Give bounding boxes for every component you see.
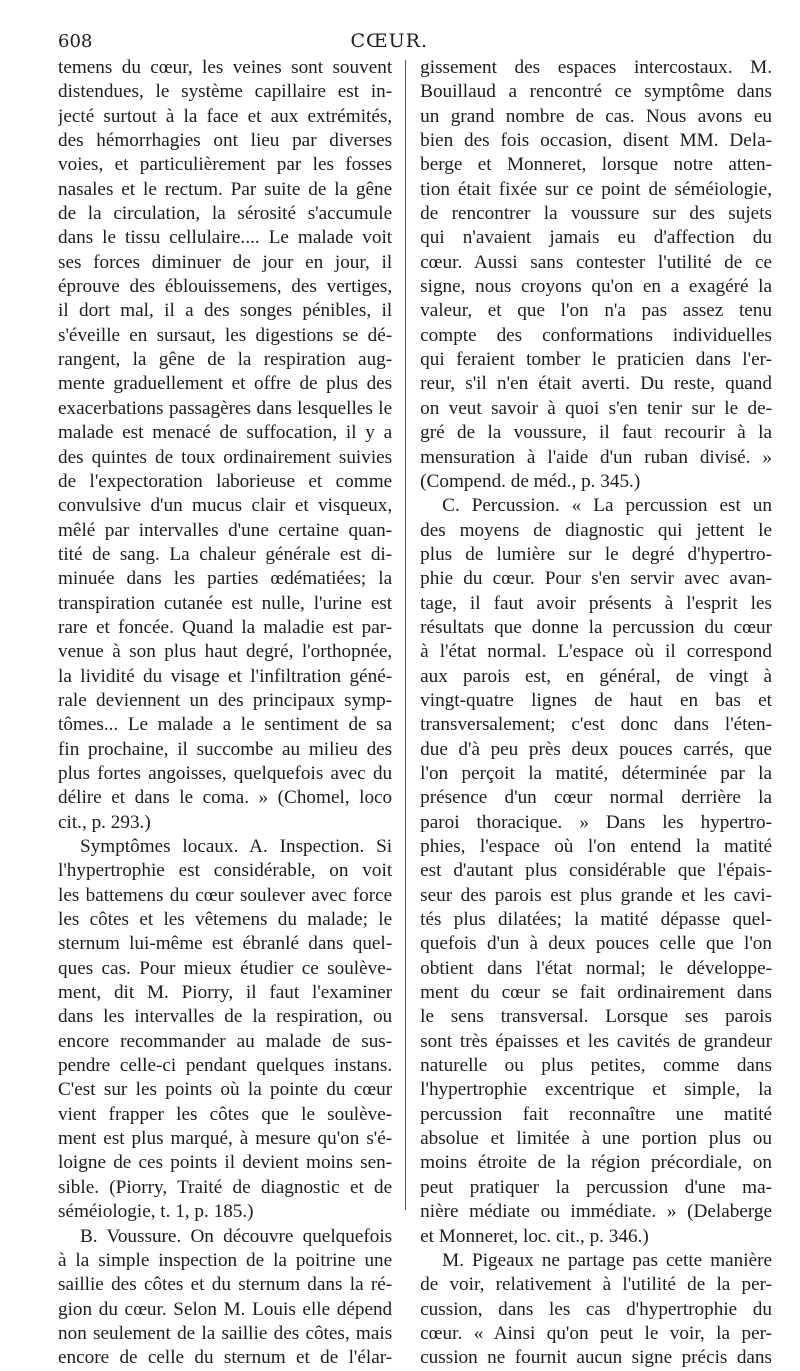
text-line: fin prochaine, il succombe au milieu des xyxy=(58,738,393,760)
text-line: valeur, et que l'on n'a pas assez tenu xyxy=(420,300,772,322)
text-line: M. Pigeaux ne partage pas cette manière xyxy=(442,1249,772,1271)
text-line: pendre celle-ci pendant quelques instans. xyxy=(58,1055,393,1077)
text-line: saillie des côtes et du sternum dans la ré- xyxy=(58,1274,393,1296)
text-line: gré de la voussure, il faut recourir à la xyxy=(420,422,772,444)
text-line: jecté surtout à la face et aux extrémités, xyxy=(58,105,393,127)
text-line: gion du cœur. Selon M. Louis elle dépend xyxy=(58,1298,393,1320)
page-header xyxy=(58,30,750,56)
text-line: dans les intervalles de la respiration, ou xyxy=(58,1006,393,1028)
text-line: on veut savoir à quoi s'en tenir sur le de- xyxy=(420,397,772,419)
text-line: ment du cœur se fait ordinairement dans xyxy=(420,982,772,1004)
text-line: bien des fois occasion, disent MM. Dela- xyxy=(420,130,772,152)
text-line: ques cas. Pour mieux étudier ce soulève- xyxy=(58,957,393,979)
text-line: mensuration à l'aide d'un ruban divisé. » xyxy=(420,446,772,468)
text-line: quefois d'un à deux pouces celle que l'on xyxy=(420,933,772,955)
text-line: la lividité du visage et l'infiltration géné- xyxy=(58,665,393,687)
text-line: moins étroite de la région précordiale, on xyxy=(420,1152,772,1174)
text-line: absolue et limitée à une portion plus ou xyxy=(420,1128,772,1150)
left-column xyxy=(58,56,392,1371)
text-line: naturelle ou plus petites, comme dans xyxy=(420,1055,772,1077)
text-line: de la circulation, la sérosité s'accumule xyxy=(58,203,393,225)
text-line: vingt-quatre lignes de haut en bas et xyxy=(420,689,772,711)
text-line: qui n'avaient jamais eu d'affection du xyxy=(420,227,772,249)
text-line: il dort mal, il a des songes pénibles, il xyxy=(58,300,393,322)
text-line: voies, et particulièrement par les fosses xyxy=(58,154,393,176)
text-line: malade est menacé de suffocation, il y a xyxy=(58,422,393,444)
text-line: des quintes de toux ordinairement suivies xyxy=(58,446,393,468)
text-columns xyxy=(58,56,772,1371)
text-line: cit., p. 293.) xyxy=(58,811,151,833)
text-line: et Monneret, loc. cit., p. 346.) xyxy=(420,1225,649,1247)
text-line: signe, nous croyons qu'on en a exagéré la xyxy=(420,276,772,298)
text-line: aux parois est, en général, de vingt à xyxy=(420,665,772,687)
text-line: encore recommander au malade de sus- xyxy=(58,1030,393,1052)
text-line: temens du cœur, les veines sont souvent xyxy=(58,57,393,78)
text-line: C'est sur les points où la pointe du cœur xyxy=(58,1079,393,1101)
text-line: résultats que donne la percussion du cœur xyxy=(420,616,772,638)
text-line: (Compend. de méd., p. 345.) xyxy=(420,470,641,492)
text-line: sible. (Piorry, Traité de diagnostic et de xyxy=(58,1176,393,1198)
text-line: s'éveille en sursaut, les digestions se dé- xyxy=(58,324,393,346)
text-line: distendues, le système capillaire est in- xyxy=(58,81,393,103)
text-line: séméiologie, t. 1, p. 185.) xyxy=(58,1201,254,1223)
text-line: tômes... Le malade a le sentiment de sa xyxy=(58,714,393,736)
text-line: éprouve des éblouissemens, des vertiges, xyxy=(58,276,393,298)
text-line: le sens transversal. Lorsque ses parois xyxy=(420,1006,772,1028)
text-line: vient frapper les côtes que le soulève- xyxy=(58,1103,393,1125)
text-line: plus fortes angoisses, quelquefois avec du xyxy=(58,762,393,784)
text-line: peut pratiquer la percussion d'une ma- xyxy=(420,1176,772,1198)
text-line: de voir, relativement à l'utilité de la per- xyxy=(420,1274,772,1296)
text-line: non seulement de la saillie des côtes, mais xyxy=(58,1322,393,1344)
text-line: venue à son plus haut degré, l'orthopnée, xyxy=(58,641,393,663)
text-line: ment, dit M. Piorry, il faut l'examiner xyxy=(58,982,393,1004)
text-line: reur, s'il n'en était averti. Du reste, quand xyxy=(420,373,772,395)
text-line: tion était fixée sur ce point de séméiologie, xyxy=(420,178,772,200)
text-line: percussion fait reconnaître une matité xyxy=(420,1103,772,1125)
text-line: rare et foncée. Quand la maladie est par- xyxy=(58,616,393,638)
text-line: due d'à peu près deux pouces carrés, que xyxy=(420,738,772,760)
text-line: obtient dans l'état normal; le développe- xyxy=(420,957,772,979)
text-line: berge et Monneret, lorsque notre atten- xyxy=(420,154,772,176)
text-line: est d'autant plus considérable que l'épais- xyxy=(420,860,772,882)
text-line: encore de celle du sternum et de l'élar- xyxy=(58,1347,393,1369)
text-line: cussion, dans les cas d'hypertrophie du xyxy=(420,1298,772,1320)
text-line: ses forces diminuer de jour en jour, il xyxy=(58,251,393,273)
text-line: seur des parois est plus grande et les cavi- xyxy=(420,884,772,906)
text-line: transpiration cutanée est nulle, l'urine est xyxy=(58,592,393,614)
text-line: à l'état normal. L'espace où il correspond xyxy=(420,641,772,663)
right-column xyxy=(420,56,772,1371)
text-line: de l'expectoration laborieuse et comme xyxy=(58,470,393,492)
text-line: mêlé par intervalles d'une certaine quan- xyxy=(58,519,393,541)
text-line: tés plus dilatées; la matité dépasse quel- xyxy=(420,909,772,931)
text-line: nière médiate ou immédiate. » (Delaberge xyxy=(420,1201,772,1223)
text-line: paroi thoracique. » Dans les hypertro- xyxy=(420,811,772,833)
text-line: des moyens de diagnostic qui jettent le xyxy=(420,519,772,541)
text-line: phies, l'espace où l'on entend la matité xyxy=(420,836,772,857)
text-line: à la simple inspection de la poitrine une xyxy=(58,1249,393,1271)
text-line: C. Percussion. « La percussion est un xyxy=(442,495,772,517)
text-line: loigne de ces points il devient moins sen- xyxy=(58,1152,393,1174)
text-line: l'hypertrophie est considérable, on voit xyxy=(58,860,393,882)
text-line: des hémorrhagies ont lieu par diverses xyxy=(58,130,393,152)
text-line: dans le tissu cellulaire.... Le malade voit xyxy=(58,227,393,249)
text-line: transversalement; c'est donc dans l'éten- xyxy=(420,714,772,736)
running-title: CŒUR. xyxy=(350,30,428,52)
text-line: phie du cœur. Pour s'en servir avec avan- xyxy=(420,568,772,590)
text-line: de rencontrer la voussure sur des sujets xyxy=(420,203,772,225)
text-line: qui feraient tomber le praticien dans l'er- xyxy=(420,349,772,371)
text-line: sont très épaisses et les cavités de grandeur xyxy=(420,1030,772,1052)
text-line: sternum lui-même est ébranlé dans quel- xyxy=(58,933,393,955)
text-line: cussion ne fournit aucun signe précis dans xyxy=(420,1347,772,1369)
page-number: 608 xyxy=(58,31,93,52)
column-divider xyxy=(405,60,406,1210)
text-line: les côtes et les vêtemens du malade; le xyxy=(58,909,393,931)
text-line: ment est plus marqué, à mesure qu'on s'é- xyxy=(58,1128,393,1150)
text-line: présence d'un cœur normal derrière la xyxy=(420,787,772,809)
text-line: cœur. « Ainsi qu'on peut le voir, la per- xyxy=(420,1322,772,1344)
text-line: l'on perçoit la matité, déterminée par la xyxy=(420,762,772,784)
text-line: convulsive d'un mucus clair et visqueux, xyxy=(58,495,393,517)
text-line: nasales et le rectum. Par suite de la gêne xyxy=(58,178,393,200)
text-line: l'hypertrophie excentrique et simple, la xyxy=(420,1079,772,1101)
text-line: délire et dans le coma. » (Chomel, loco xyxy=(58,787,393,809)
text-line: B. Voussure. On découvre quelquefois xyxy=(80,1225,393,1247)
text-line: Bouillaud a rencontré ce symptôme dans xyxy=(420,81,772,103)
text-line: Symptômes locaux. A. Inspection. Si xyxy=(80,836,393,857)
text-line: tage, il faut avoir présents à l'esprit les xyxy=(420,592,772,614)
text-line: gissement des espaces intercostaux. M. xyxy=(420,57,772,78)
text-line: tité de sang. La chaleur générale est di- xyxy=(58,543,393,565)
text-line: exacerbations passagères dans lesquelles le xyxy=(58,397,393,419)
text-line: rale deviennent un des principaux symp- xyxy=(58,689,393,711)
text-line: compte des conformations individuelles xyxy=(420,324,772,346)
text-line: rangent, la gêne de la respiration aug- xyxy=(58,349,393,371)
text-line: cœur. Aussi sans contester l'utilité de ce xyxy=(420,251,772,273)
text-line: minuée dans les parties œdématiées; la xyxy=(58,568,393,590)
text-line: les battemens du cœur soulever avec force xyxy=(58,884,393,906)
text-line: mente graduellement et offre de plus des xyxy=(58,373,393,395)
text-line: plus de lumière sur le degré d'hypertro- xyxy=(420,543,772,565)
text-line: un grand nombre de cas. Nous avons eu xyxy=(420,105,772,127)
